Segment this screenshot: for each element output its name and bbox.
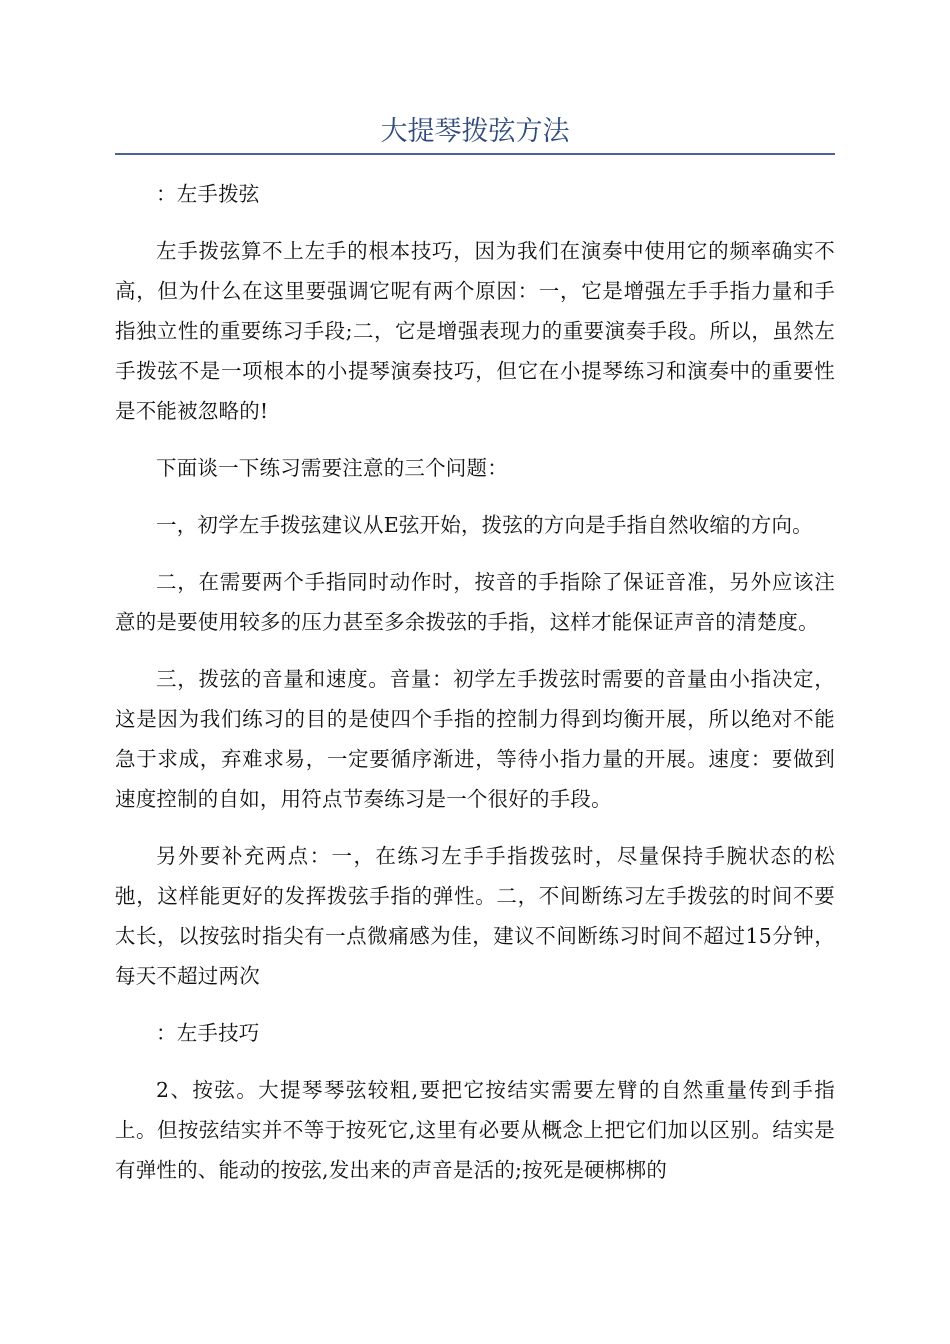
paragraph-issue-one: 一，初学左手拨弦建议从E弦开始，拨弦的方向是手指自然收缩的方向。: [156, 513, 813, 537]
paragraph-three-issues: 下面谈一下练习需要注意的三个问题：: [156, 456, 508, 480]
paragraph-issue-two: 二，在需要两个手指同时动作时，按音的手指除了保证音准，另外应该注意的是要使用较多的压力甚至多余拨弦的手指，这样才能保证声音的清楚度。: [115, 570, 835, 634]
document-body: [115, 174, 835, 1207]
document-title: 大提琴拨弦方法: [380, 116, 570, 147]
section-heading-left-hand-pizzicato: ：左手拨弦: [156, 182, 260, 206]
paragraph-intro: 左手拨弦算不上左手的根本技巧，因为我们在演奏中使用它的频率确实不高，但为什么在这里要强调它呢有两个原因：一，它是增强左手手指力量和手指独立性的重要练习手段;二，它是增强表现力的重要演奏手段。所以，虽然左手拨弦不是一项根本的小提琴演奏技巧，但它在小提琴练习和演奏中的重要性是不能被忽略的!: [115, 239, 835, 423]
title-underline: [115, 153, 835, 155]
paragraph-issue-three: 三，拨弦的音量和速度。音量：初学左手拨弦时需要的音量由小指决定，这是因为我们练习的目的是使四个手指的控制力得到均衡开展，所以绝对不能急于求成，弃难求易，一定要循序渐进，等待小指力量的开展。速度：要做到速度控制的自如，用符点节奏练习是一个很好的手段。: [115, 667, 835, 811]
paragraph-pressing-strings: 2、按弦。大提琴琴弦较粗,要把它按结实需要左臂的自然重量传到手指上。但按弦结实并不等于按死它,这里有必要从概念上把它们加以区别。结实是有弹性的、能动的按弦,发出来的声音是活的;按死是硬梆梆的: [115, 1078, 835, 1182]
paragraph-supplement: 另外要补充两点：一，在练习左手手指拨弦时，尽量保持手腕状态的松弛，这样能更好的发挥拨弦手指的弹性。二，不间断练习左手拨弦的时间不要太长，以按弦时指尖有一点微痛感为佳，建议不间断练习时间不超过15分钟，每天不超过两次: [115, 844, 835, 988]
section-heading-left-hand-technique: ：左手技巧: [156, 1021, 260, 1045]
